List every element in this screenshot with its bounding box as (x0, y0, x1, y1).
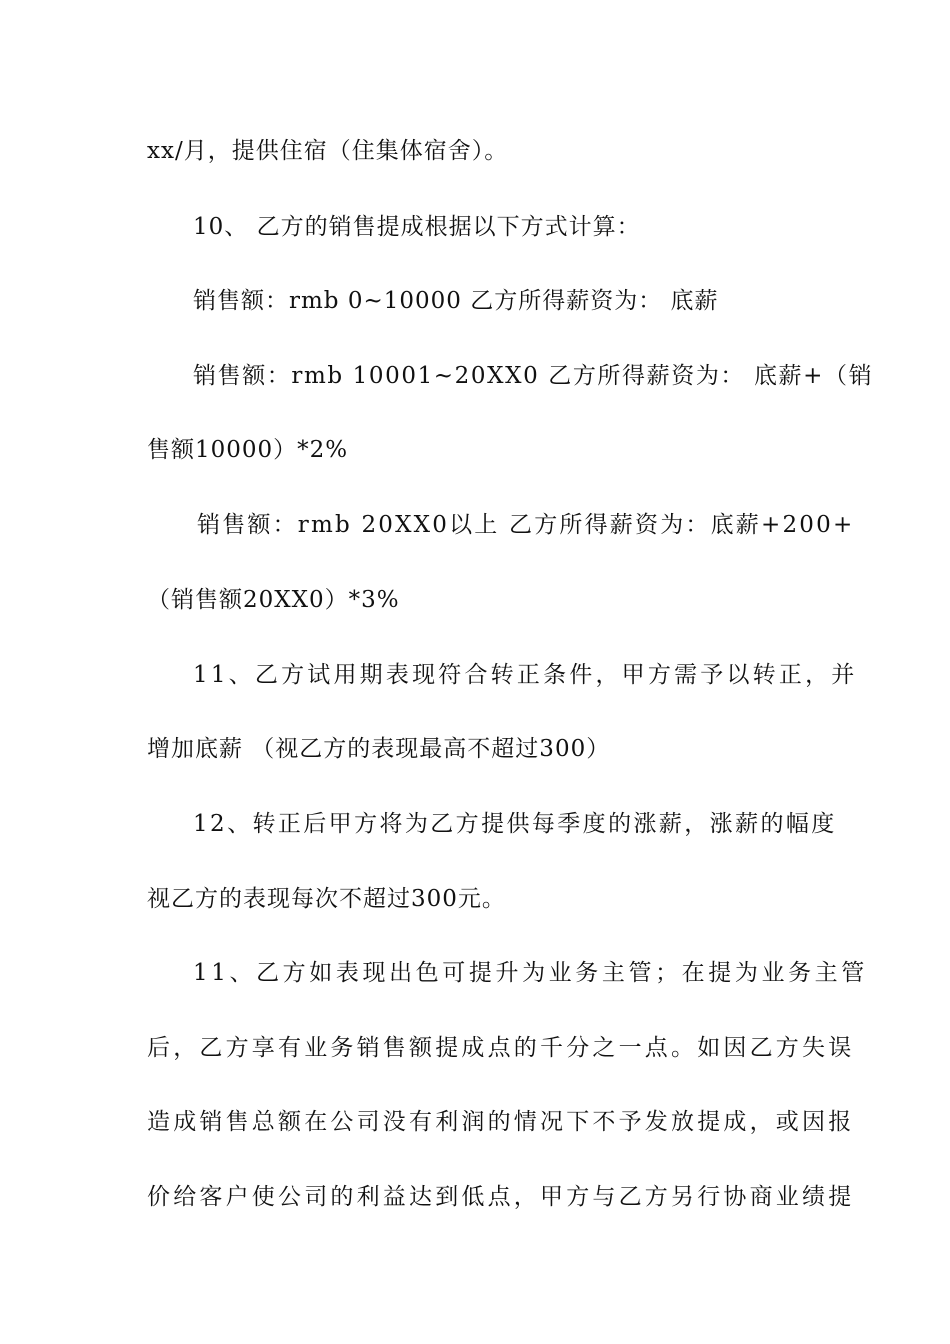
text-line: 10、 乙方的销售提成根据以下方式计算： (193, 214, 641, 240)
text-line: 视乙方的表现每次不超过300元。 (147, 886, 506, 912)
text-line: 价给客户使公司的利益达到低点，甲方与乙方另行协商业绩提 (147, 1184, 855, 1210)
text-line: 售额10000）*2% (147, 437, 349, 463)
text-line: 造成销售总额在公司没有利润的情况下不予发放提成，或因报 (147, 1109, 855, 1135)
text-line: 后，乙方享有业务销售额提成点的千分之一点。如因乙方失误 (147, 1035, 855, 1061)
text-line: xx/月，提供住宿（住集体宿舍）。 (147, 138, 509, 164)
text-line: 增加底薪 （视乙方的表现最高不超过300） (147, 736, 611, 762)
text-line: 销售额：rmb 0~10000 乙方所得薪资为： 底薪 (193, 288, 719, 314)
text-line: （销售额20XX0）*3% (147, 587, 400, 613)
text-line: 12、转正后甲方将为乙方提供每季度的涨薪，涨薪的幅度 (193, 811, 837, 837)
text-line: 11、乙方试用期表现符合转正条件，甲方需予以转正，并 (193, 662, 858, 688)
text-line: 11、乙方如表现出色可提升为业务主管；在提为业务主管 (193, 960, 868, 986)
text-line: 销售额：rmb 20XX0以上 乙方所得薪资为：底薪+200+ (197, 512, 855, 538)
text-line: 销售额：rmb 10001~20XX0 乙方所得薪资为： 底薪+（销 (193, 363, 874, 389)
